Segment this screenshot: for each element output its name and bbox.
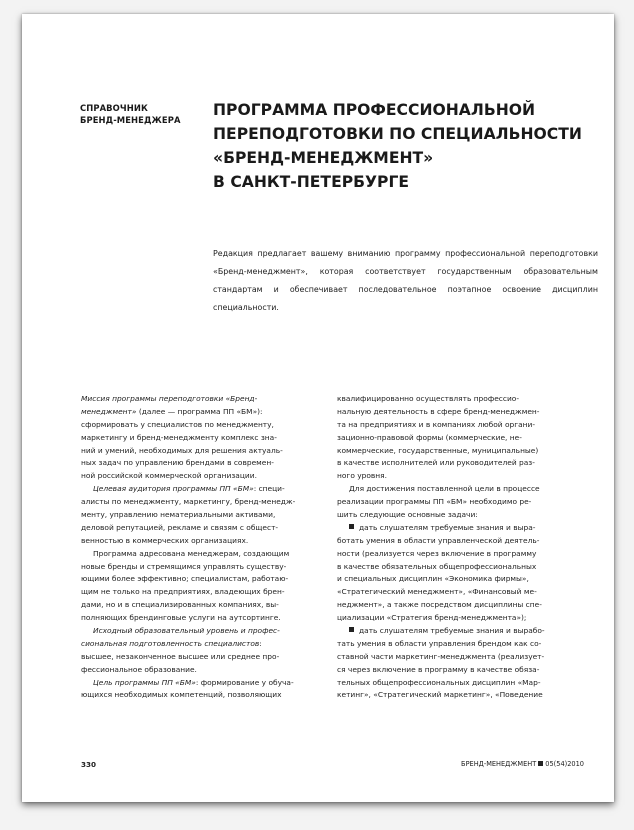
text-line: кетинг», «Стратегический маркетинг», «Поведение <box>337 690 543 700</box>
text-line: неджмент», а также посредством дисциплины спе- <box>337 600 542 610</box>
text-line: и специальных дисциплин «Экономика фирмы», <box>337 574 529 584</box>
text-line: Программа адресована менеджерам, создающим <box>93 548 290 558</box>
text-span: : формирование у обуча- <box>195 677 294 687</box>
text-line: ющими более эффективно; специалистам, работаю- <box>81 574 289 584</box>
text-line: коммерческие, государственные, муниципальные) <box>337 445 539 455</box>
text-line: ставной части маркетинг-менеджмента (реализует- <box>337 651 545 661</box>
text-line: деловой репутацией, рекламе и связям с общест- <box>81 522 279 532</box>
title-line: ПРОГРАММА ПРОФЕССИОНАЛЬНОЙ <box>213 101 536 119</box>
text-line: Исходный образовательный уровень и профес- <box>93 626 280 636</box>
text-line: фессиональное образование. <box>81 664 197 674</box>
text-line: ющихся необходимых компетенций, позволяющих <box>81 690 282 700</box>
text-line: тать умения в области управления брендом как со- <box>337 638 542 648</box>
title-line: В САНКТ-ПЕТЕРБУРГЕ <box>213 173 410 191</box>
issue-number: 05(54)2010 <box>545 760 584 768</box>
text-line: нальную деятельность в сфере бренд-менеджмен- <box>337 406 540 416</box>
body-column-right <box>337 393 587 702</box>
text-line: ся через включение в программу в качестве обяза- <box>337 664 540 674</box>
text-line: шить следующие основные задачи: <box>337 510 478 520</box>
text-line: ний и умений, необходимых для решения актуаль- <box>81 445 283 455</box>
bullet-square-icon <box>349 627 354 632</box>
text-line: та на предприятиях и в компаниях любой органи- <box>337 419 536 429</box>
rubric-line: БРЕНД-МЕНЕДЖЕРА <box>80 115 181 125</box>
text-line: высшее, незаконченное высшее или среднее про- <box>81 651 280 661</box>
text-line: циализации «Стратегия бренд-менеджмента»); <box>337 613 527 623</box>
magazine-page <box>22 14 614 802</box>
article-lead <box>213 245 598 317</box>
article-title <box>213 98 593 194</box>
text-line: ной российской коммерческой организации. <box>81 471 257 481</box>
text-span: : специ- <box>253 484 285 494</box>
text-line: щим не только на предприятиях, владеющих брен- <box>81 587 285 597</box>
text-line: ных задач по управлению брендами в современ- <box>81 458 274 468</box>
text-line: в качестве исполнителей или руководителей раз- <box>337 458 535 468</box>
text-span: Целевая аудитория программы ПП «БМ» <box>93 484 254 494</box>
text-line: маркетингу и бренд-менеджменту комплекс зна- <box>81 432 277 442</box>
text-line: менту, управлению нематериальными активами, <box>81 510 276 520</box>
text-line: ного уровня. <box>337 471 387 481</box>
text-span: дать слушателям требуемые знания и вырабо- <box>359 626 545 636</box>
journal-name: БРЕНД-МЕНЕДЖМЕНТ <box>461 760 537 768</box>
text-line: в качестве обязательных общепрофессиональных <box>337 561 537 571</box>
text-line: Для достижения поставленной цели в процессе <box>349 484 540 494</box>
text-line: Миссия программы переподготовки «Бренд- <box>81 394 258 403</box>
body-column-left <box>81 393 326 702</box>
text-line: дами, но и в специализированных компаниях, вы- <box>81 600 279 610</box>
text-line: сформировать у специалистов по менеджменту, <box>81 419 274 429</box>
text-line: тельных общепрофессиональных дисциплин «Мар- <box>337 677 541 687</box>
text-line: «Стратегический менеджмент», «Финансовый ме- <box>337 587 537 597</box>
text-span: дать слушателям требуемые знания и выра- <box>359 522 536 532</box>
text-span: менеджмент» <box>81 406 137 416</box>
text-span: сиональная подготовленность специалистов <box>81 638 260 648</box>
text-line: ботать умения в области управленческой деятель- <box>337 535 540 545</box>
text-span: Цель программы ПП «БМ» <box>93 677 196 687</box>
text-line: ности (реализуется через включение в программу <box>337 548 537 558</box>
page-number: 330 <box>81 760 97 769</box>
text-line: квалифицированно осуществлять профессио- <box>337 394 520 403</box>
title-line: ПЕРЕПОДГОТОВКИ ПО СПЕЦИАЛЬНОСТИ <box>213 125 582 143</box>
rubric-line: СПРАВОЧНИК <box>80 103 148 113</box>
separator-square-icon <box>538 761 543 766</box>
text-line: новые бренды и стремящимся управлять существу- <box>81 561 287 571</box>
text-line: алисты по менеджменту, маркетингу, бренд-менедж- <box>81 497 296 507</box>
text-line: зационно-правовой формы (коммерческие, не- <box>337 432 522 442</box>
text-span: (далее — программа ПП «БМ»): <box>136 406 263 416</box>
text-line: реализации программы ПП «БМ» необходимо ре- <box>337 497 532 507</box>
text-span: : <box>259 638 262 648</box>
text-line: полняющих брендинговые услуги на аутсортинге. <box>81 613 281 623</box>
section-rubric <box>80 102 180 126</box>
text-line: венностью в коммерческих организациях. <box>81 535 249 545</box>
page-footer <box>81 760 584 772</box>
running-footer <box>461 760 584 768</box>
bullet-square-icon <box>349 524 354 529</box>
lead-paragraph: Редакция предлагает вашему вниманию программу профессиональной переподготовки «Бренд-менеджмент», которая соответствует государственным образовательным стандартам и обеспечивает последовательное поэтапное освоение дисциплин специальности. <box>213 249 598 312</box>
title-line: «БРЕНД-МЕНЕДЖМЕНТ» <box>213 149 434 167</box>
